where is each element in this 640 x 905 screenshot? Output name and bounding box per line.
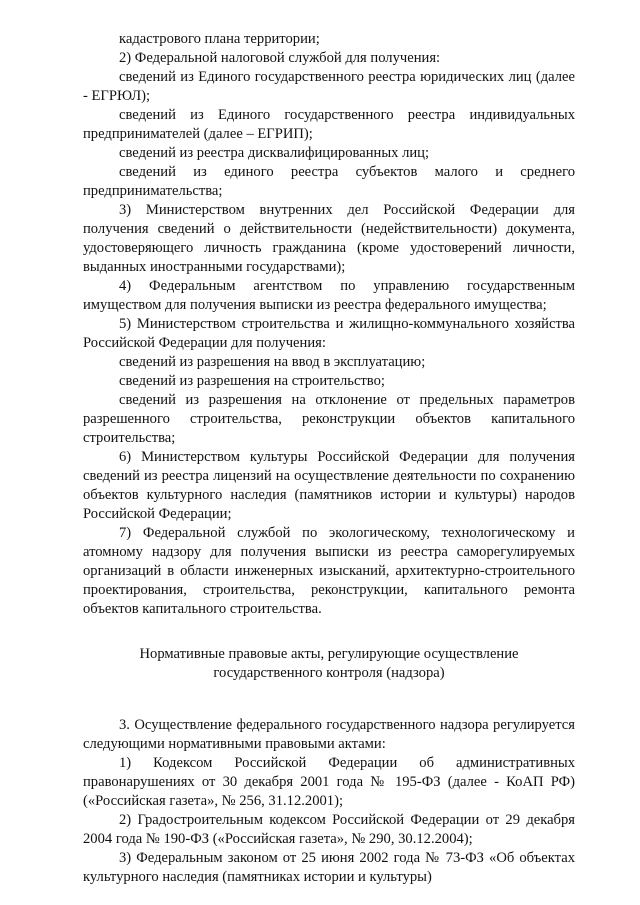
paragraphs-bottom <box>83 716 575 887</box>
paragraph: сведений из реестра дисквалифицированных лиц; <box>119 145 430 161</box>
document-page <box>83 30 575 887</box>
paragraph: сведений из разрешения на строительство; <box>119 373 385 389</box>
section-heading-line: Нормативные правовые акты, регулирующие осуществление <box>139 646 519 662</box>
paragraph: кадастрового плана территории; <box>119 31 320 47</box>
paragraph: 2) Федеральной налоговой службой для получения: <box>119 50 441 66</box>
section-heading-line: государственного контроля (надзора) <box>213 665 445 681</box>
paragraph: 3. Осуществление федерального государственного надзора регулируется следующими нормативными правовыми актами: <box>83 717 575 752</box>
paragraph: 5) Министерством строительства и жилищно-коммунального хозяйства Российской Федерации для получения: <box>83 316 575 351</box>
paragraph: 3) Федеральным законом от 25 июня 2002 года № 73-ФЗ «Об объектах культурного наследия (памятниках истории и культуры) <box>83 850 575 885</box>
paragraph: 6) Министерством культуры Российской Федерации для получения сведений из реестра лицензий на осуществление деятельности по сохранению объектов культурного наследия (памятников истории и культуры) народов Российской Федерации; <box>83 449 575 522</box>
paragraph: 2) Градостроительным кодексом Российской Федерации от 29 декабря 2004 года № 190-ФЗ («Российская газета», № 290, 30.12.2004); <box>83 812 575 847</box>
section-heading <box>83 645 575 683</box>
paragraph: сведений из Единого государственного реестра индивидуальных предпринимателей (далее – ЕГРИП); <box>83 107 575 142</box>
paragraph: 3) Министерством внутренних дел Российской Федерации для получения сведений о действительности (недействительности) документа, удостоверяющего личность гражданина (кроме удостоверений личности, выданных иностранными государствами); <box>83 202 575 275</box>
paragraph: сведений из разрешения на отклонение от предельных параметров разрешенного строительства, реконструкции объектов капитального строительства; <box>83 392 575 446</box>
paragraph: 4) Федеральным агентством по управлению государственным имуществом для получения выписки из реестра федерального имущества; <box>83 278 575 313</box>
paragraph: сведений из Единого государственного реестра юридических лиц (далее - ЕГРЮЛ); <box>83 69 575 104</box>
paragraph: сведений из разрешения на ввод в эксплуатацию; <box>119 354 426 370</box>
paragraph: 7) Федеральной службой по экологическому, технологическому и атомному надзору для получения выписки из реестра саморегулируемых организаций в области инженерных изысканий, архитектурно-строительного проектирования, строительства, реконструкции, капитального ремонта объектов капитального строительства. <box>83 525 575 617</box>
paragraphs-top <box>83 30 575 619</box>
paragraph: 1) Кодексом Российской Федерации об административных правонарушениях от 30 декабря 2001 года № 195-ФЗ (далее - КоАП РФ) («Российская газета», № 256, 31.12.2001); <box>83 755 575 809</box>
paragraph: сведений из единого реестра субъектов малого и среднего предпринимательства; <box>83 164 575 199</box>
